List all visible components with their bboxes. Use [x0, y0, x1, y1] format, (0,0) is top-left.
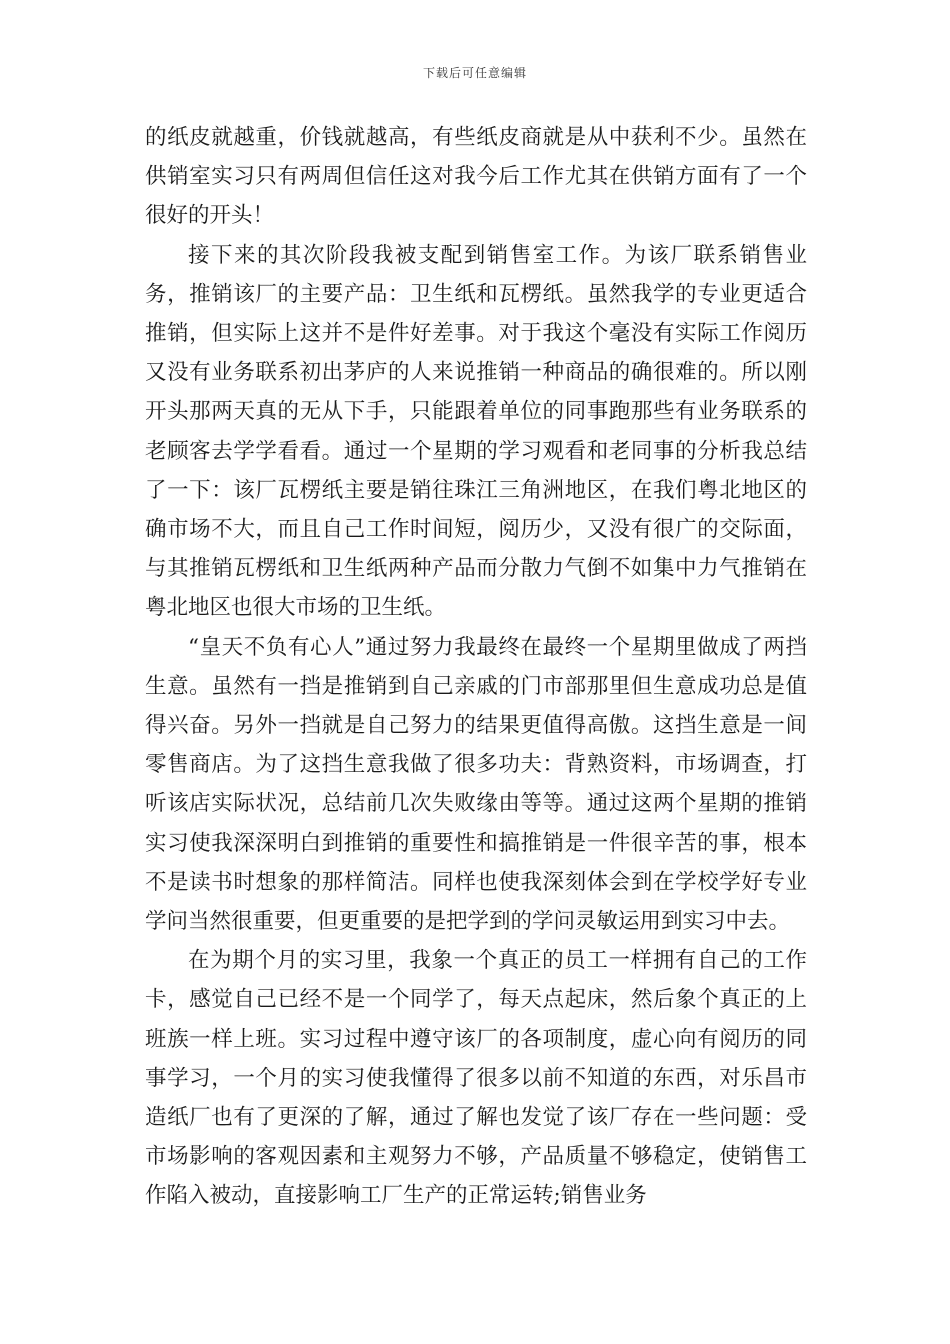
paragraph-1: 的纸皮就越重，价钱就越高，有些纸皮商就是从中获利不少。虽然在供销室实习只有两周但信任这对我今后工作尤其在供销方面有了一个很好的开头！ — [145, 125, 807, 229]
paragraph-2: 接下来的其次阶段我被支配到销售室工作。为该厂联系销售业务，推销该厂的主要产品：卫生纸和瓦楞纸。虽然我学的专业更适合推销，但实际上这并不是件好差事。对于我这个毫没有实际工作阅历又没有业务联系初出茅庐的人来说推销一种商品的确很难的。所以刚开头那两天真的无从下手，只能跟着单位的同事跑那些有业务联系的老顾客去学学看看。通过一个星期的学习观看和老同事的分析我总结了一下：该厂瓦楞纸主要是销往珠江三角洲地区，在我们粤北地区的确市场不大，而且自己工作时间短，阅历少，又没有很广的交际面，与其推销瓦楞纸和卫生纸两种产品而分散力气倒不如集中力气推销在粤北地区也很大市场的卫生纸。 — [145, 242, 807, 621]
document-body — [145, 118, 807, 1216]
paragraph-4: 在为期个月的实习里，我象一个真正的员工一样拥有自己的工作卡，感觉自己已经不是一个同学了，每天点起床，然后象个真正的上班族一样上班。实习过程中遵守该厂的各项制度，虚心向有阅历的同事学习，一个月的实习使我懂得了很多以前不知道的东西，对乐昌市造纸厂也有了更深的了解，通过了解也发觉了该厂存在一些问题：受市场影响的客观因素和主观努力不够，产品质量不够稳定，使销售工作陷入被动，直接影响工厂生产的正常运转;销售业务 — [145, 948, 807, 1209]
paragraph-3: “皇天不负有心人”通过努力我最终在最终一个星期里做成了两挡生意。虽然有一挡是推销到自己亲戚的门市部那里但生意成功总是值得兴奋。另外一挡就是自己努力的结果更值得高傲。这挡生意是一间零售商店。为了这挡生意我做了很多功夫：背熟资料，市场调查，打听该店实际状况，总结前几次失败缘由等等。通过这两个星期的推销实习使我深深明白到推销的重要性和搞推销是一件很辛苦的事，根本不是读书时想象的那样简洁。同样也使我深刻体会到在学校学好专业学问当然很重要，但更重要的是把学到的学问灵敏运用到实习中去。 — [145, 634, 807, 935]
page-header: 下载后可任意编辑 — [422, 66, 527, 80]
